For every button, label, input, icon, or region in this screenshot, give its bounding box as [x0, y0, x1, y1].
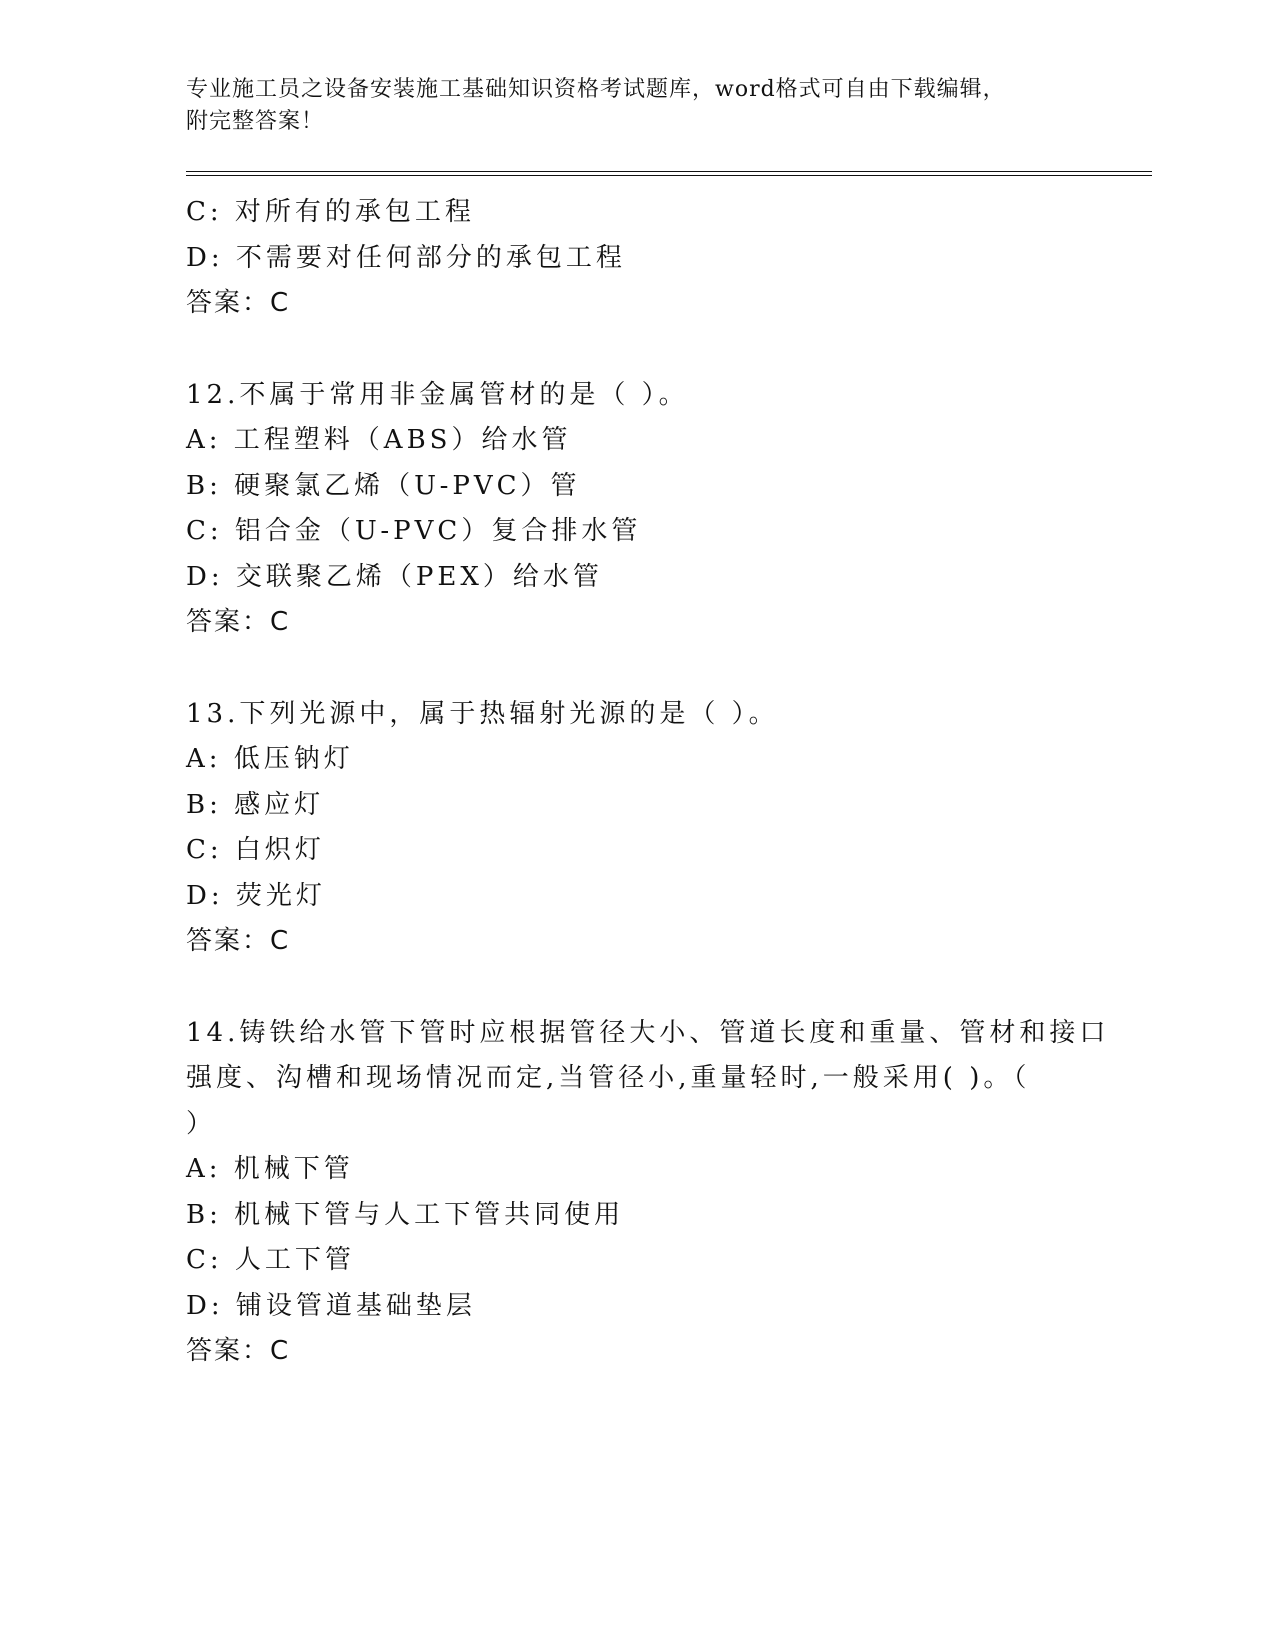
- answer: 答案：C: [186, 1336, 291, 1366]
- page-header: [186, 74, 1086, 138]
- option-c: C: 铝合金（U-PVC）复合排水管: [186, 516, 642, 546]
- question-list: [186, 190, 1116, 1375]
- option-b: B: 机械下管与人工下管共同使用: [186, 1199, 625, 1230]
- question-stem-line-2: 强度、沟槽和现场情况而定,当管径小,重量轻时,一般采用( )。（: [186, 1063, 1031, 1093]
- option-b: B: 感应灯: [186, 789, 325, 820]
- option-a: A: 机械下管: [186, 1154, 354, 1184]
- question-11-continued: [186, 190, 1116, 327]
- option-c: C: 对所有的承包工程: [186, 197, 475, 227]
- option-b: B: 硬聚氯乙烯（U-PVC）管: [186, 470, 581, 501]
- option-c: C: 人工下管: [186, 1245, 355, 1275]
- option-a: A: 工程塑料（ABS）给水管: [186, 425, 572, 455]
- question-14: [186, 1011, 1116, 1375]
- option-c: C: 白炽灯: [186, 835, 325, 865]
- question-12: [186, 373, 1116, 646]
- option-a: A: 低压钠灯: [186, 744, 354, 774]
- question-stem-line-1: 14.铸铁给水管下管时应根据管径大小、管道长度和重量、管材和接口: [186, 1017, 1110, 1048]
- question-stem-line-3: ）: [186, 1108, 217, 1139]
- question-stem: 12.不属于常用非金属管材的是（ ）。: [186, 379, 689, 410]
- answer: 答案：C: [186, 926, 291, 956]
- option-d: D: 不需要对任何部分的承包工程: [186, 242, 626, 273]
- answer: 答案：C: [186, 288, 291, 318]
- option-d: D: 荧光灯: [186, 880, 326, 911]
- header-line-2: 附完整答案！: [186, 109, 325, 134]
- question-stem: 13.下列光源中，属于热辐射光源的是（ ）。: [186, 698, 779, 729]
- header-line-1: 专业施工员之设备安装施工基础知识资格考试题库，word格式可自由下载编辑，: [186, 77, 1006, 102]
- header-rule-bottom: [186, 175, 1152, 176]
- option-d: D: 铺设管道基础垫层: [186, 1290, 476, 1321]
- answer: 答案：C: [186, 607, 291, 637]
- question-13: [186, 692, 1116, 965]
- header-rule-top: [186, 171, 1152, 172]
- option-d: D: 交联聚乙烯（PEX）给水管: [186, 561, 603, 592]
